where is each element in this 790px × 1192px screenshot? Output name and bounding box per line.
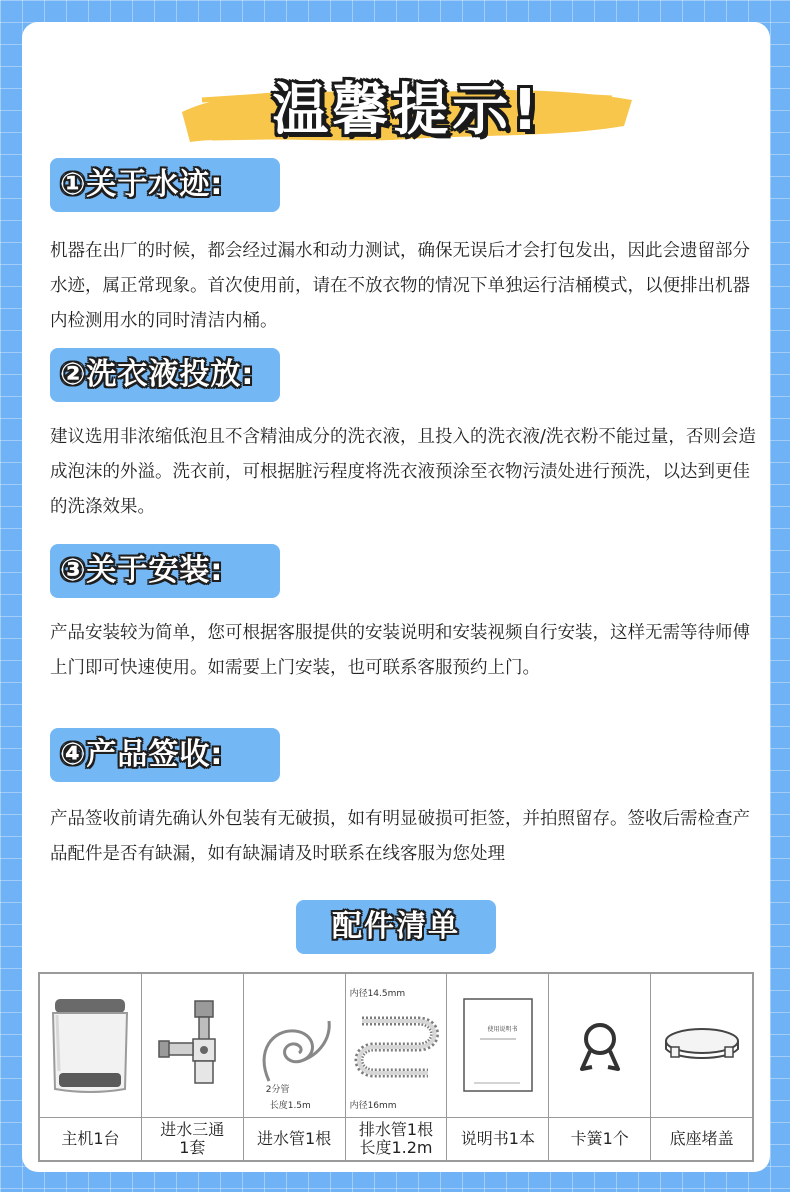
title-banner (172, 50, 642, 150)
part-cell-manual (447, 974, 549, 1160)
clip-spring-icon (549, 974, 650, 1118)
part-label: 说明书1本 (460, 1129, 535, 1148)
content-card (22, 22, 770, 1172)
part-label: 进水管1根 (257, 1129, 332, 1148)
section-heading-installation: ③关于安装: (50, 544, 280, 598)
inlet-hose-note-length: 长度1.5m (269, 1101, 311, 1111)
drain-hose-icon (346, 974, 447, 1118)
section-body-receipt: 产品签收前请先确认外包装有无破损，如有明显破损可拒签，并拍照留存。签收后需检查产品配件是否有缺漏，如有缺漏请及时联系在线客服为您处理 (50, 809, 750, 864)
manual-icon (447, 974, 548, 1118)
tee-valve-icon (142, 974, 243, 1118)
inlet-hose-icon (244, 974, 345, 1118)
parts-list-heading: 配件清单 (296, 900, 496, 954)
parts-table (38, 972, 754, 1162)
part-cell-clip-spring (549, 974, 651, 1160)
part-cell-drain-hose (346, 974, 448, 1160)
base-cap-icon (651, 974, 752, 1118)
section-heading-water-marks: ①关于水迹: (50, 158, 280, 212)
part-cell-base-cap (651, 974, 752, 1160)
section-heading-receipt: ④产品签收: (50, 728, 280, 782)
manual-cover-title: 使用说明书 (487, 1026, 518, 1033)
drain-hose-note-inner1: 内径14.5mm (349, 989, 406, 999)
washer-icon (40, 974, 141, 1118)
part-cell-inlet-hose (244, 974, 346, 1160)
section-body-detergent: 建议选用非浓缩低泡且不含精油成分的洗衣液，且投入的洗衣液/洗衣粉不能过量，否则会造成泡沫的外溢。洗衣前，可根据脏污程度将洗衣液预涂至衣物污渍处进行预洗，以达到更佳的洗涤效果。 (50, 427, 756, 517)
part-label: 进水三通 1套 (160, 1120, 225, 1157)
part-cell-tee-valve (142, 974, 244, 1160)
part-label: 卡簧1个 (570, 1129, 629, 1148)
part-cell-main-unit (40, 974, 142, 1160)
part-label: 排水管1根 长度1.2m (358, 1120, 434, 1157)
part-label: 底座堵盖 (669, 1129, 734, 1148)
section-body-installation: 产品安装较为简单，您可根据客服提供的安装说明和安装视频自行安装，这样无需等待师傅上门即可快速使用。如需要上门安装，也可联系客服预约上门。 (50, 623, 750, 678)
part-label: 主机1台 (61, 1129, 120, 1148)
page-title: 温馨提示! (272, 78, 542, 143)
drain-hose-note-inner2: 内径16mm (349, 1101, 397, 1111)
section-heading-detergent: ②洗衣液投放: (50, 348, 280, 402)
inlet-hose-note-size: 2分管 (265, 1085, 290, 1095)
section-body-water-marks: 机器在出厂的时候，都会经过漏水和动力测试，确保无误后才会打包发出，因此会遗留部分水迹，属正常现象。首次使用前，请在不放衣物的情况下单独运行洁桶模式，以便排出机器内检测用水的同时清洁内桶。 (50, 241, 750, 331)
